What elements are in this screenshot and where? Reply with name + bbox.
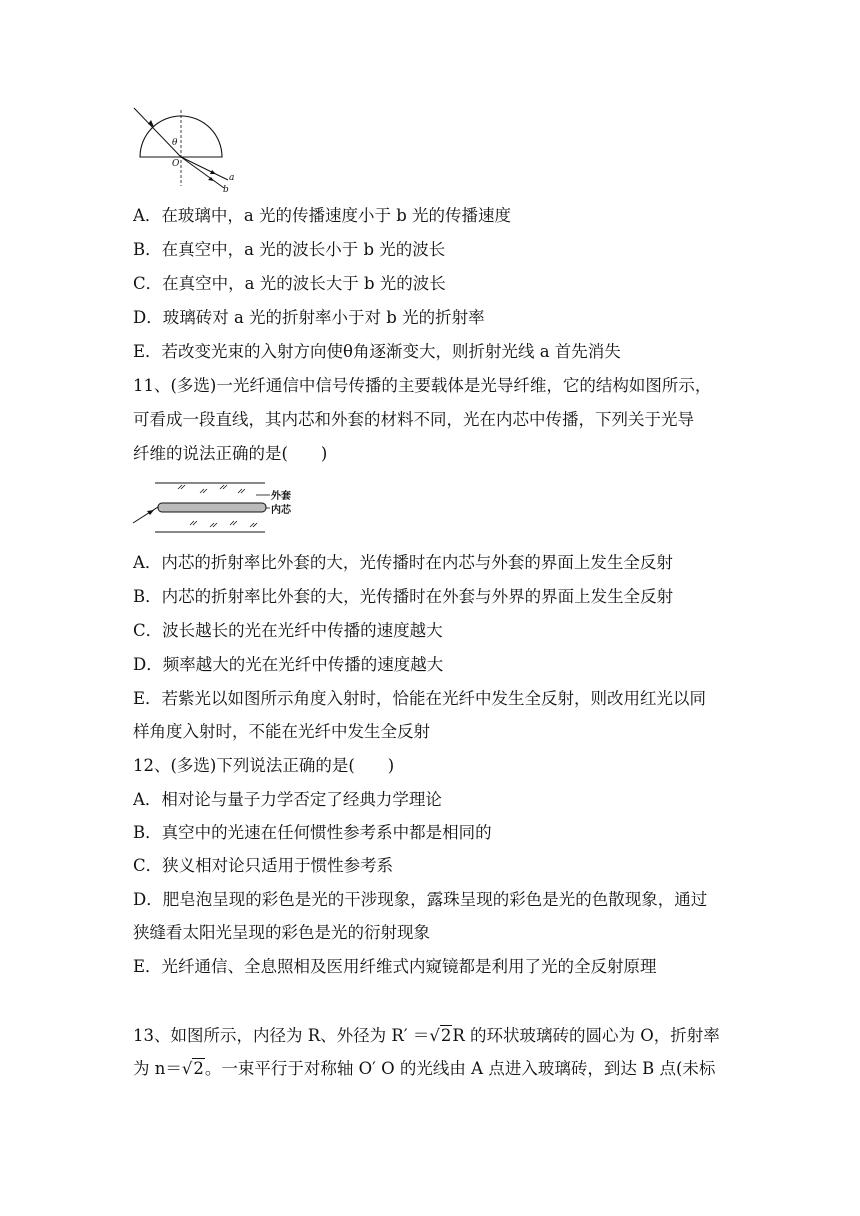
semicircle-glass-figure	[130, 100, 245, 195]
sqrt-symbol: √2	[181, 1059, 204, 1078]
q12-option-c: C．狭义相对论只适用于惯性参考系	[133, 856, 394, 875]
q11-stem-line-1: 11、(多选)一光纤通信中信号传播的主要载体是光导纤维，它的结构如图所示，	[133, 376, 712, 395]
ray-b	[181, 157, 224, 188]
inner-label: 内芯	[271, 505, 291, 516]
q13-line-1-pre: 13、如图所示，内径为 R、外径为 R′ ＝	[133, 1026, 430, 1045]
q13-line-2-pre: 为 n＝	[133, 1059, 182, 1078]
radicand: 2	[193, 1059, 204, 1078]
q11-option-a: A．内芯的折射率比外套的大，光传播时在内芯与外套的界面上发生全反射	[133, 553, 673, 572]
outer-label: 外套	[271, 491, 291, 502]
q11-option-e-line-1: E．若紫光以如图所示角度入射时，恰能在光纤中发生全反射，则改用红光以同	[133, 689, 707, 708]
radicand: 2	[440, 1026, 452, 1045]
q12-option-d-line-2: 狭缝看太阳光呈现的彩色是光的衍射现象	[133, 923, 430, 942]
q10-option-b: B．在真空中，a 光的波长小于 b 光的波长	[133, 240, 446, 259]
q10-option-a: A．在玻璃中，a 光的传播速度小于 b 光的传播速度	[133, 206, 512, 225]
incident-ray	[133, 507, 158, 523]
q11-option-d: D．频率越大的光在光纤中传播的速度越大	[133, 655, 444, 674]
q13-line-1-post: R 的环状玻璃砖的圆心为 O，折射率	[452, 1026, 720, 1045]
a-label: a	[229, 173, 235, 183]
q13-line-1	[133, 1025, 720, 1047]
inner-core	[158, 503, 266, 512]
theta-label: θ	[172, 138, 178, 148]
ray-a	[181, 157, 228, 180]
q11-stem-line-2: 可看成一段直线，其内芯和外套的材料不同，光在内芯中传播，下列关于光导	[133, 410, 694, 429]
q11-option-b: B．内芯的折射率比外套的大，光传播时在外套与外界的界面上发生全反射	[133, 587, 674, 606]
q10-option-d: D．玻璃砖对 a 光的折射率小于对 b 光的折射率	[133, 308, 485, 327]
sqrt-symbol: √2	[429, 1026, 452, 1045]
q11-stem-line-3: 纤维的说法正确的是( )	[133, 444, 328, 463]
incident-arrow	[147, 510, 154, 515]
optical-fiber-figure	[130, 477, 300, 537]
q11-option-c: C．波长越长的光在光纤中传播的速度越大	[133, 621, 443, 640]
q11-option-e-line-2: 样角度入射时，不能在光纤中发生全反射	[133, 722, 430, 741]
o-label: O	[172, 159, 180, 169]
q12-option-a: A．相对论与量子力学否定了经典力学理论	[133, 790, 442, 809]
q13-line-2	[133, 1058, 715, 1080]
q12-option-e: E．光纤通信、全息照相及医用纤维式内窥镜都是利用了光的全反射原理	[133, 957, 657, 976]
q13-line-2-post: 。一束平行于对称轴 O′ O 的光线由 A 点进入玻璃砖，到达 B 点(未标	[204, 1059, 716, 1078]
q12-stem: 12、(多选)下列说法正确的是( )	[133, 756, 395, 775]
q10-option-c: C．在真空中，a 光的波长大于 b 光的波长	[133, 274, 446, 293]
b-label: b	[223, 185, 229, 195]
q10-option-e: E．若改变光束的入射方向使θ角逐渐变大，则折射光线 a 首先消失	[133, 342, 621, 361]
q12-option-d-line-1: D．肥皂泡呈现的彩色是光的干涉现象，露珠呈现的彩色是光的色散现象，通过	[133, 890, 708, 909]
q12-option-b: B．真空中的光速在任何惯性参考系中都是相同的	[133, 823, 492, 842]
